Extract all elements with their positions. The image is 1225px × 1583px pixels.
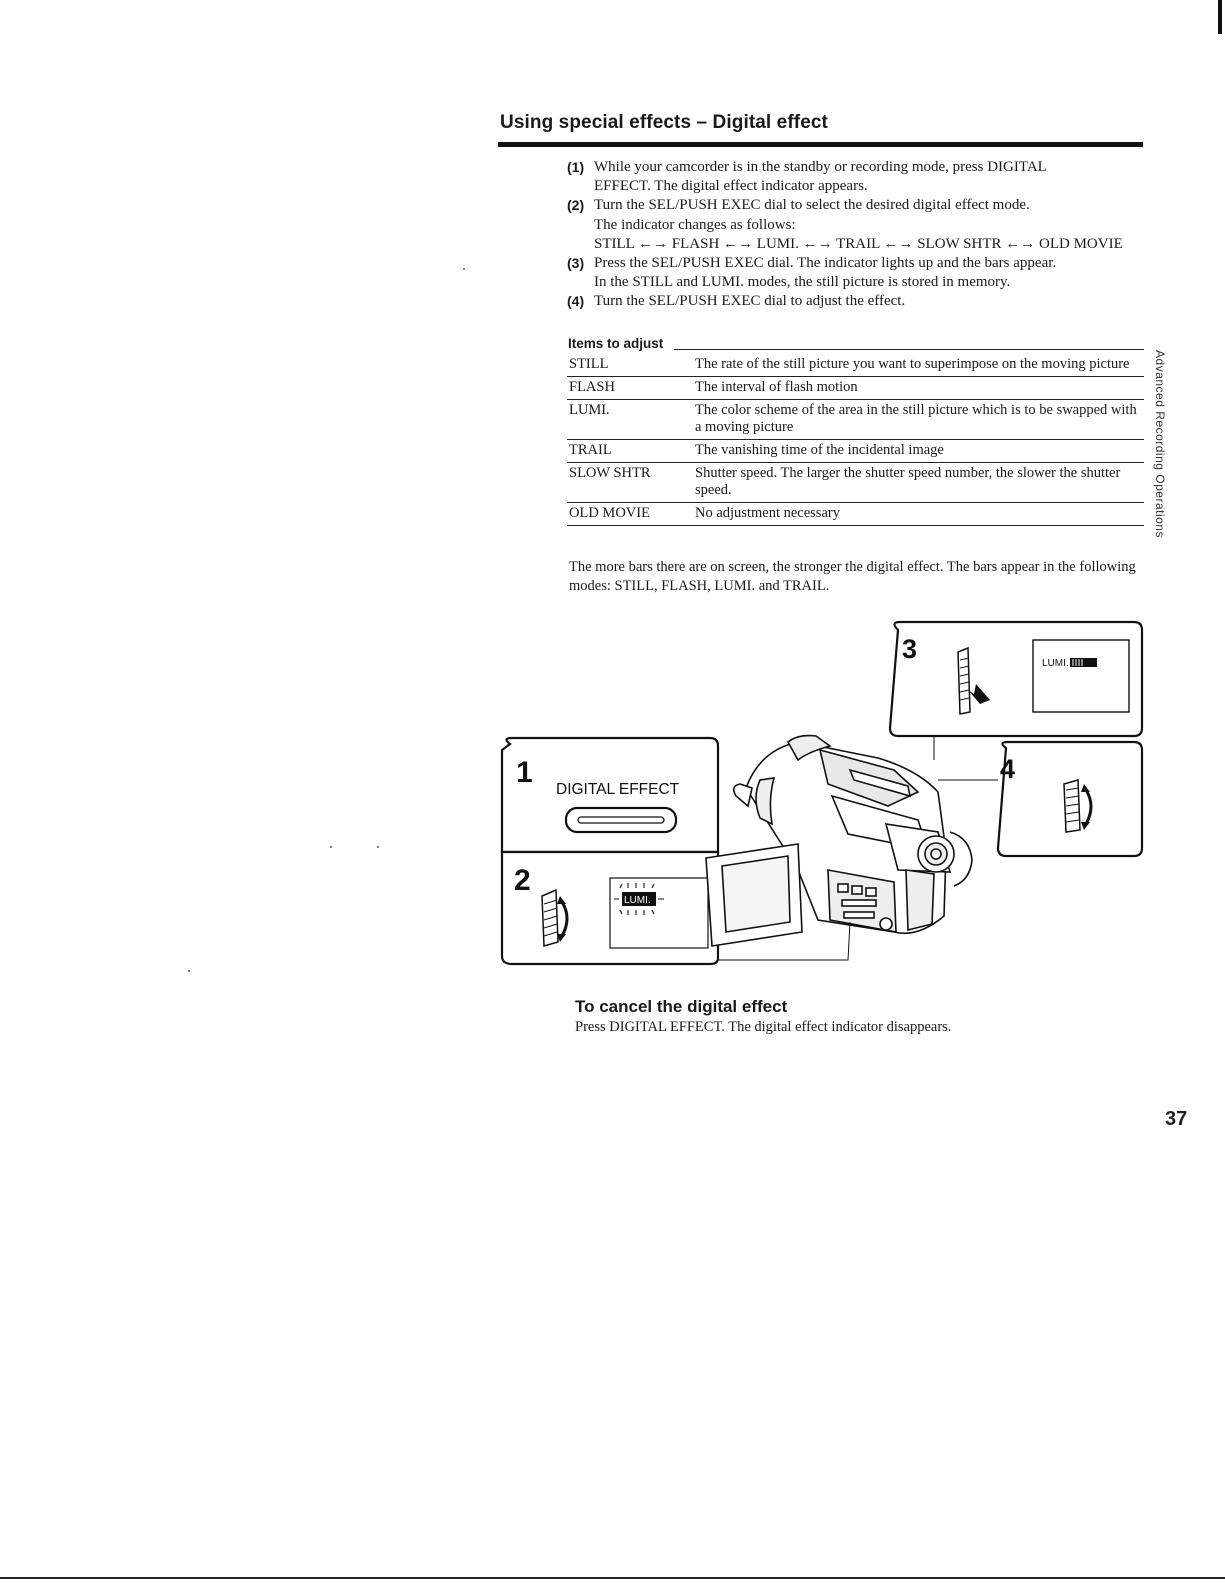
callout-3: 3 (902, 634, 918, 664)
step-line: STILL ←→ FLASH ←→ LUMI. ←→ TRAIL ←→ SLOW SHTR ←→ OLD MOVIE (594, 235, 1123, 252)
step-line: Press the SEL/PUSH EXEC dial. The indicator lights up and the bars appear. (594, 255, 1057, 272)
viewfinder-indicator: LUMI. (1042, 658, 1069, 669)
mode-cell: TRAIL (567, 440, 695, 463)
side-tab-label: Advanced Recording Operations (1153, 350, 1167, 538)
step-line: In the STILL and LUMI. modes, the still picture is stored in memory. (594, 274, 1011, 291)
callout-1: 1 (516, 756, 533, 789)
mode-cell: FLASH (567, 377, 695, 400)
side-section-tab (1149, 340, 1171, 548)
effect-bars-icon (1070, 658, 1097, 667)
step-line: EFFECT. The digital effect indicator appears. (594, 178, 868, 195)
desc-cell: The color scheme of the area in the still picture which is to be swapped with a moving picture (695, 400, 1144, 440)
table-row (567, 503, 1144, 526)
table-row (567, 377, 1144, 400)
desc-cell: Shutter speed. The larger the shutter speed number, the slower the shutter speed. (695, 463, 1144, 503)
page-bottom-edge (0, 1577, 1225, 1579)
page-number: 37 (1165, 1108, 1188, 1130)
step-number: (1) (567, 159, 585, 175)
camcorder-body (706, 736, 972, 946)
table-row (567, 440, 1144, 463)
scan-speck (330, 846, 332, 848)
cancel-heading: To cancel the digital effect (575, 997, 788, 1016)
mode-cell: LUMI. (567, 400, 695, 440)
table-row (567, 354, 1144, 377)
step-3 (567, 254, 1147, 292)
step-line: The indicator changes as follows: (594, 216, 796, 233)
step-line: Turn the SEL/PUSH EXEC dial to select the desired digital effect mode. (594, 197, 1030, 214)
items-title-rule (674, 349, 1144, 350)
panel-2 (502, 852, 718, 964)
desc-cell: The vanishing time of the incidental image (695, 440, 1144, 463)
table-row (567, 463, 1144, 503)
scan-speck (377, 846, 379, 848)
viewfinder-screen (1033, 640, 1129, 712)
camcorder-illustration (498, 620, 1148, 970)
step-number: (3) (567, 255, 585, 272)
step-line: While your camcorder is in the standby or recording mode, press DIGITAL (594, 159, 1047, 175)
callout-4: 4 (1000, 754, 1016, 784)
step-2 (567, 196, 1147, 254)
mode-cell: STILL (567, 354, 695, 377)
mode-cell: OLD MOVIE (567, 503, 695, 526)
step-1 (567, 158, 1147, 196)
desc-cell: The interval of flash motion (695, 377, 1144, 400)
step-line: Turn the SEL/PUSH EXEC dial to adjust the effect. (594, 293, 906, 310)
steps-list (567, 158, 1147, 312)
scan-speck (188, 970, 190, 972)
lcd-indicator: LUMI. (624, 895, 651, 906)
scan-speck (463, 268, 465, 270)
desc-cell: No adjustment necessary (695, 503, 1144, 526)
table-row (567, 400, 1144, 440)
bars-note: The more bars there are on screen, the stronger the digital effect. The bars appear in the following modes: STILL, FLASH, LUMI. and TRAIL. (569, 559, 1136, 594)
desc-cell: The rate of the still picture you want to superimpose on the moving picture (695, 354, 1144, 377)
panel-3 (890, 622, 1142, 736)
corner-registration-mark (1218, 0, 1222, 34)
items-title: Items to adjust (568, 336, 664, 351)
mode-cell: SLOW SHTR (567, 463, 695, 503)
panel-1 (502, 738, 718, 852)
heading-rule (498, 142, 1143, 147)
lcd-screen (610, 878, 708, 948)
cancel-instruction: Press DIGITAL EFFECT. The digital effect indicator disappears. (575, 1019, 952, 1035)
panel-4 (998, 742, 1142, 856)
items-table (567, 354, 1144, 526)
step-number: (2) (567, 197, 585, 214)
step-number: (4) (567, 293, 585, 310)
digital-effect-button (566, 808, 676, 832)
step-4 (567, 292, 1147, 311)
section-heading: Using special effects – Digital effect (500, 112, 828, 133)
digital-effect-button-label: DIGITAL EFFECT (556, 781, 680, 798)
callout-2: 2 (514, 864, 531, 897)
leader-lines (934, 736, 998, 780)
